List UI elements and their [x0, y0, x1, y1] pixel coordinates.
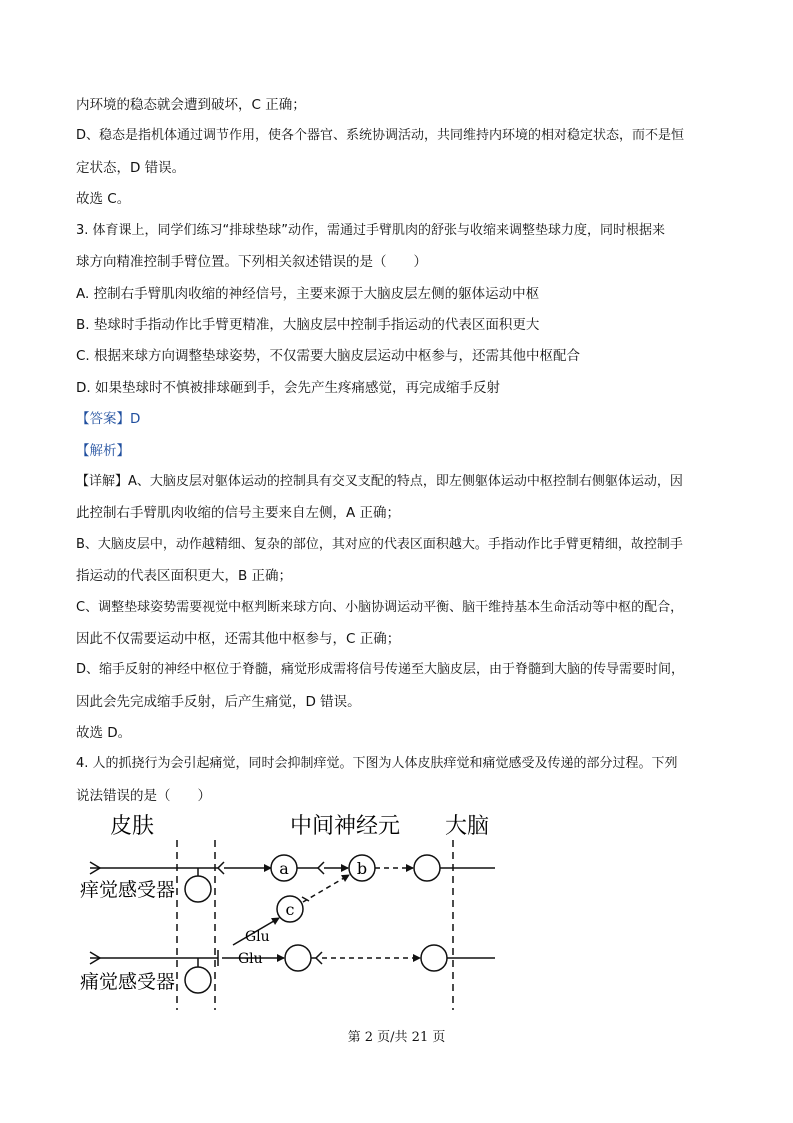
neuron-a-label: a [279, 859, 289, 878]
explanation-line: C、调整垫球姿势需要视觉中枢判断来球方向、小脑协调运动平衡、脑干维持基本生命活动等中枢的配合， [76, 600, 684, 615]
text-line: 故选 D。 [76, 725, 132, 741]
question-4-stem: 说法错误的是（ ） [76, 788, 211, 804]
neuron-diagram [0, 805, 793, 1020]
page-footer: 第 2 页/共 21 页 [347, 1030, 446, 1045]
explanation-line: 此控制右手臂肌肉收缩的信号主要来自左侧，A 正确； [76, 505, 401, 521]
text-line: 定状态，D 错误。 [76, 160, 186, 176]
label-itch-receptor: 痒觉感受器 [80, 879, 176, 901]
glu-label-lower: Glu [238, 951, 263, 967]
answer-label: 【答案】D [76, 411, 141, 427]
label-interneuron: 中间神经元 [290, 814, 401, 839]
neuron-c-label: c [285, 900, 295, 919]
pain-receptor-cell [185, 967, 211, 993]
explanation-line: 【详解】A、大脑皮层对躯体运动的控制具有交叉支配的特点，即左侧躯体运动中枢控制右侧躯体运动，因 [76, 474, 683, 489]
text-line: D、稳态是指机体通过调节作用，使各个器官、系统协调活动，共同维持内环境的相对稳定状态，而不是恒 [76, 128, 685, 143]
glu-label-upper: Glu [245, 929, 270, 945]
question-3-stem: 3. 体育课上，同学们练习“排球垫球”动作，需通过手臂肌肉的舒张与收缩来调整垫球力度，同时根据来 [76, 223, 666, 238]
option-a: A. 控制右手臂肌肉收缩的神经信号，主要来源于大脑皮层左侧的躯体运动中枢 [76, 286, 540, 302]
question-4-stem: 4. 人的抓挠行为会引起痛觉，同时会抑制痒觉。下图为人体皮肤痒觉和痛觉感受及传递的部分过程。下列 [76, 756, 678, 771]
option-c: C. 根据来球方向调整垫球姿势，不仅需要大脑皮层运动中枢参与，还需其他中枢配合 [76, 348, 581, 364]
pain-interneuron [285, 945, 311, 971]
option-b: B. 垫球时手指动作比手臂更精准，大脑皮层中控制手指运动的代表区面积更大 [76, 317, 540, 333]
explanation-line: D、缩手反射的神经中枢位于脊髓，痛觉形成需将信号传递至大脑皮层，由于脊髓到大脑的传导需要时间， [76, 662, 685, 677]
label-pain-receptor: 痛觉感受器 [80, 971, 176, 993]
text-line: 内环境的稳态就会遭到破坏，C 正确； [76, 97, 306, 113]
label-skin: 皮肤 [110, 814, 155, 839]
explanation-line: B、大脑皮层中，动作越精细、复杂的部位，其对应的代表区面积越大。手指动作比手臂更精细，故控制手 [76, 537, 683, 552]
label-brain: 大脑 [445, 814, 490, 839]
c-to-b-dashed [303, 875, 349, 902]
brain-pain-neuron [421, 945, 447, 971]
question-3-stem: 球方向精准控制手臂位置。下列相关叙述错误的是（ ） [76, 254, 427, 270]
explanation-line: 因此会先完成缩手反射，后产生痛觉，D 错误。 [76, 694, 361, 710]
explanation-line: 指运动的代表区面积更大，B 正确； [76, 568, 293, 584]
analysis-label: 【解析】 [76, 443, 130, 459]
itch-receptor-cell [185, 876, 211, 902]
explanation-line: 因此不仅需要运动中枢，还需其他中枢参与，C 正确； [76, 631, 401, 647]
option-d: D. 如果垫球时不慎被排球砸到手，会先产生疼痛感觉，再完成缩手反射 [76, 380, 500, 396]
brain-itch-neuron [414, 855, 440, 881]
text-line: 故选 C。 [76, 191, 131, 207]
neuron-b-label: b [356, 859, 368, 878]
